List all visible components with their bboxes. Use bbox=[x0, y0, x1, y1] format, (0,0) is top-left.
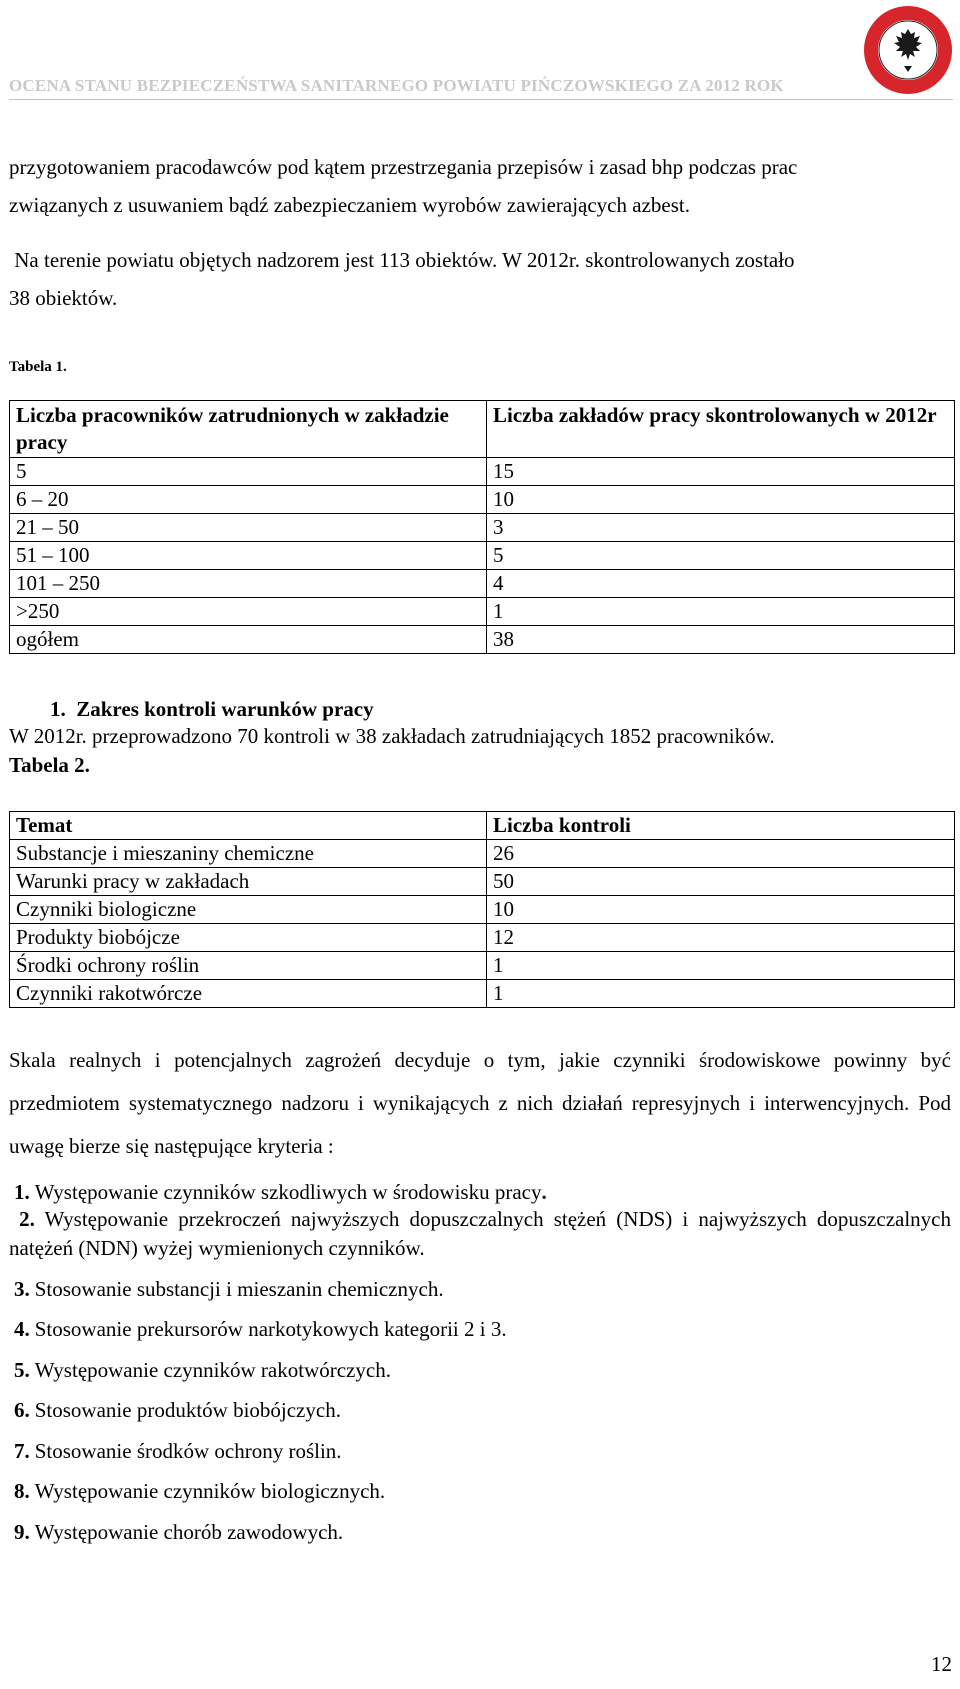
page-header bbox=[0, 0, 960, 100]
table-cell: 5 bbox=[487, 542, 955, 570]
table-cell: 12 bbox=[487, 924, 955, 952]
table-cell: 10 bbox=[487, 486, 955, 514]
table-header-row bbox=[10, 812, 955, 840]
intro-line-4: 38 obiektów. bbox=[9, 286, 118, 310]
table-row bbox=[10, 598, 955, 626]
criteria-number: 4. bbox=[14, 1317, 30, 1341]
criteria-text: Stosowanie substancji i mieszanin chemicznych. bbox=[34, 1277, 444, 1301]
section-heading bbox=[50, 697, 374, 722]
table-row bbox=[10, 896, 955, 924]
table-row bbox=[10, 570, 955, 598]
table-row bbox=[10, 952, 955, 980]
table-cell: 38 bbox=[487, 626, 955, 654]
header-title: OCENA STANU BEZPIECZEŃSTWA SANITARNEGO POWIATU PIŃCZOWSKIEGO ZA 2012 ROK bbox=[9, 76, 784, 95]
table-row bbox=[10, 924, 955, 952]
criteria-item bbox=[14, 1180, 552, 1205]
criteria-number: 8. bbox=[14, 1479, 30, 1503]
criteria-number: 1. bbox=[14, 1180, 30, 1204]
table-employees-vs-inspected bbox=[9, 400, 955, 654]
table-cell: 3 bbox=[487, 514, 955, 542]
table2-caption: Tabela 2. bbox=[9, 753, 90, 777]
criteria-item bbox=[14, 1520, 343, 1545]
table-cell: 51 – 100 bbox=[10, 542, 487, 570]
criteria-text: Występowanie czynników szkodliwych w środowisku pracy bbox=[34, 1180, 542, 1204]
criteria-number: 5. bbox=[14, 1358, 30, 1382]
table-cell: 4 bbox=[487, 570, 955, 598]
table-row bbox=[10, 486, 955, 514]
table-inspection-topics bbox=[9, 811, 955, 1008]
sanitary-inspection-logo-icon bbox=[860, 2, 956, 98]
table-cell: Środki ochrony roślin bbox=[10, 952, 487, 980]
criteria-tail: . bbox=[541, 1180, 547, 1204]
table-cell: 6 – 20 bbox=[10, 486, 487, 514]
criteria-number: 7. bbox=[14, 1439, 30, 1463]
table-row bbox=[10, 626, 955, 654]
table-cell: 26 bbox=[487, 840, 955, 868]
table-cell: >250 bbox=[10, 598, 487, 626]
criteria-number: 6. bbox=[14, 1398, 30, 1422]
header-divider bbox=[9, 99, 953, 100]
table-cell: 50 bbox=[487, 868, 955, 896]
intro-line-3: Na terenie powiatu objętych nadzorem jest 113 obiektów. W 2012r. skontrolowanych zostało bbox=[9, 248, 795, 272]
criteria-intro: Skala realnych i potencjalnych zagrożeń decyduje o tym, jakie czynniki środowiskowe powinny być przedmiotem systematycznego nadzoru i wynikających z nich działań represyjnych i interwencyjnych. Pod uwagę bierze się następujące kryteria : bbox=[9, 1048, 951, 1158]
table-cell: Warunki pracy w zakładach bbox=[10, 868, 487, 896]
criteria-text: Występowanie czynników rakotwórczych. bbox=[34, 1358, 391, 1382]
criteria-item bbox=[14, 1358, 391, 1383]
table-cell: 21 – 50 bbox=[10, 514, 487, 542]
intro-line-2: związanych z usuwaniem bądź zabezpieczaniem wyrobów zawierających azbest. bbox=[9, 193, 690, 217]
table-cell: 1 bbox=[487, 952, 955, 980]
criteria-item bbox=[14, 1277, 444, 1302]
criteria-text: Stosowanie środków ochrony roślin. bbox=[34, 1439, 342, 1463]
table-cell: 1 bbox=[487, 980, 955, 1008]
table-cell: Czynniki biologiczne bbox=[10, 896, 487, 924]
table-header-row bbox=[10, 401, 955, 458]
criteria-text: Występowanie chorób zawodowych. bbox=[34, 1520, 344, 1544]
table-row bbox=[10, 868, 955, 896]
table-cell: Czynniki rakotwórcze bbox=[10, 980, 487, 1008]
criteria-text: Stosowanie prekursorów narkotykowych kategorii 2 i 3. bbox=[34, 1317, 507, 1341]
table-cell: 5 bbox=[10, 458, 487, 486]
table2-col1-header: Temat bbox=[10, 812, 487, 840]
section-title: Zakres kontroli warunków pracy bbox=[76, 697, 374, 721]
criteria-item bbox=[14, 1479, 385, 1504]
table1-col2-header: Liczba zakładów pracy skontrolowanych w 2012r bbox=[487, 401, 955, 458]
criteria-text: Występowanie czynników biologicznych. bbox=[34, 1479, 386, 1503]
table1-caption: Tabela 1. bbox=[9, 359, 67, 375]
table2-col2-header: Liczba kontroli bbox=[487, 812, 955, 840]
table-cell: 101 – 250 bbox=[10, 570, 487, 598]
table-row bbox=[10, 840, 955, 868]
section-number: 1. bbox=[50, 697, 66, 721]
criteria-item bbox=[9, 1205, 951, 1263]
page-number: 12 bbox=[931, 1652, 952, 1676]
criteria-text: Stosowanie produktów biobójczych. bbox=[34, 1398, 341, 1422]
criteria-text: Występowanie przekroczeń najwyższych dopuszczalnych stężeń (NDS) i najwyższych dopuszczalnych natężeń (NDN) wyżej wymienionych czynników. bbox=[9, 1207, 951, 1260]
criteria-item bbox=[14, 1439, 342, 1464]
table-cell: Produkty biobójcze bbox=[10, 924, 487, 952]
criteria-item bbox=[14, 1398, 341, 1423]
table-cell: 15 bbox=[487, 458, 955, 486]
table-row bbox=[10, 514, 955, 542]
table-row bbox=[10, 542, 955, 570]
section-text: W 2012r. przeprowadzono 70 kontroli w 38 zakładach zatrudniających 1852 pracowników. bbox=[9, 724, 775, 748]
criteria-number: 2. bbox=[19, 1207, 35, 1231]
table1-col1-header: Liczba pracowników zatrudnionych w zakładzie pracy bbox=[10, 401, 487, 458]
intro-line-1: przygotowaniem pracodawców pod kątem przestrzegania przepisów i zasad bhp podczas prac bbox=[9, 155, 798, 179]
table-cell: ogółem bbox=[10, 626, 487, 654]
table-cell: 10 bbox=[487, 896, 955, 924]
table-cell: Substancje i mieszaniny chemiczne bbox=[10, 840, 487, 868]
table-row bbox=[10, 458, 955, 486]
criteria-item bbox=[14, 1317, 507, 1342]
criteria-number: 9. bbox=[14, 1520, 30, 1544]
table-row bbox=[10, 980, 955, 1008]
criteria-number: 3. bbox=[14, 1277, 30, 1301]
table-cell: 1 bbox=[487, 598, 955, 626]
